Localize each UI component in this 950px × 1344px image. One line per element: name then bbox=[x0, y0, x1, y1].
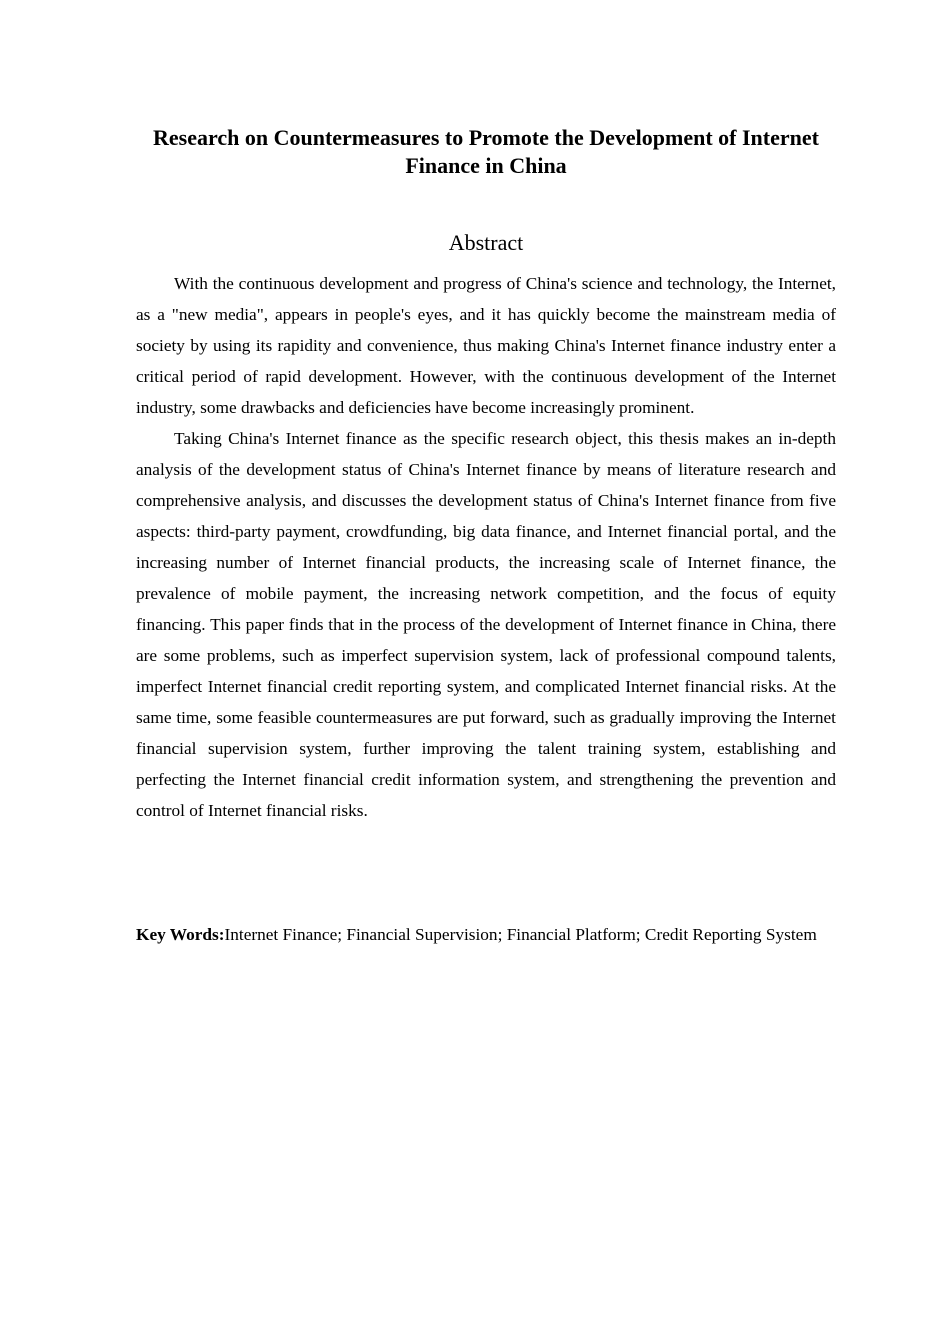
keywords-list: Internet Finance; Financial Supervision; Financial Platform; Credit Reporting System bbox=[224, 925, 817, 944]
keywords-line bbox=[136, 919, 836, 950]
keywords-label: Key Words: bbox=[136, 925, 225, 944]
abstract-heading: Abstract bbox=[448, 230, 524, 255]
document-title: Research on Countermeasures to Promote the Development of Internet Finance in China bbox=[153, 125, 819, 178]
abstract-paragraph-1: With the continuous development and progress of China's science and technology, the Internet, as a "new media", appears in people's eyes, and it has quickly become the mainstream media of society by using its rapidity and convenience, thus making China's Internet finance industry enter a critical period of rapid development. However, with the continuous development of the Internet industry, some drawbacks and deficiencies have become increasingly prominent. bbox=[136, 274, 836, 417]
abstract-paragraph-2: Taking China's Internet finance as the specific research object, this thesis makes an in-depth analysis of the development status of China's Internet finance by means of literature research and comprehensive analysis, and discusses the development status of China's Internet finance from five aspects: third-party payment, crowdfunding, big data finance, and Internet financial portal, and the increasing number of Internet financial products, the increasing scale of Internet finance, the prevalence of mobile payment, the increasing network competition, and the focus of equity financing. This paper finds that in the process of the development of Internet finance in China, there are some problems, such as imperfect supervision system, lack of professional compound talents, imperfect Internet financial credit reporting system, and complicated Internet financial risks. At the same time, some feasible countermeasures are put forward, such as gradually improving the Internet financial supervision system, further improving the talent training system, establishing and perfecting the Internet financial credit information system, and strengthening the prevention and control of Internet financial risks. bbox=[136, 429, 836, 820]
abstract-body bbox=[136, 268, 836, 826]
